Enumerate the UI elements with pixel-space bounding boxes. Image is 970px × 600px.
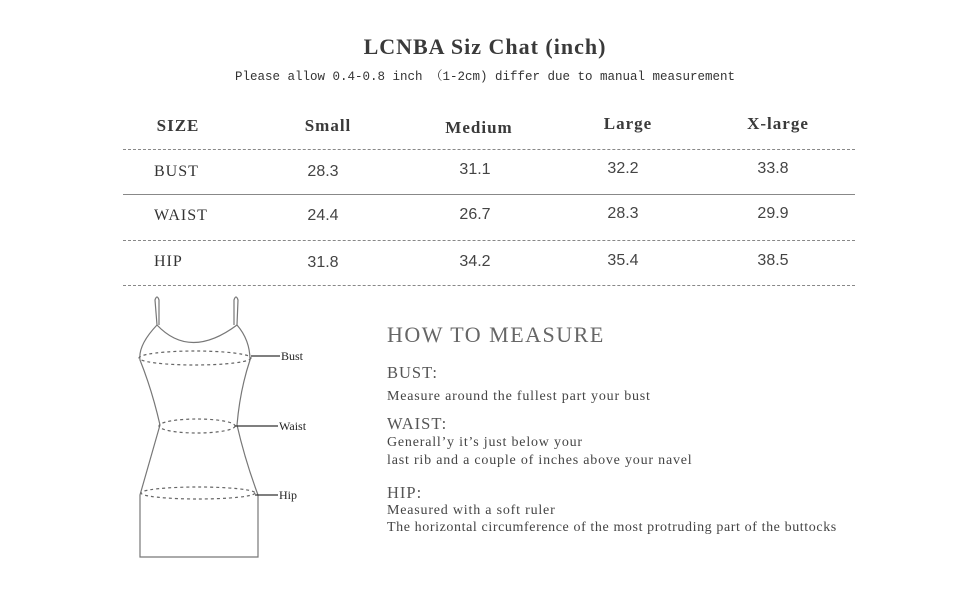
cell: 29.9: [757, 205, 789, 222]
cell: 33.8: [757, 160, 789, 177]
cell: 28.3: [607, 205, 639, 222]
header-xlarge: X-large: [747, 114, 809, 133]
row-label-bust: BUST: [154, 163, 199, 180]
section-text: The horizontal circumference of the most protruding part of the buttocks: [387, 520, 837, 535]
how-to-measure-heading: HOW TO MEASURE: [387, 322, 605, 347]
chart-subtitle: Please allow 0.4-0.8 inch （1-2cm) differ due to manual measurement: [234, 70, 736, 84]
section-title-bust: BUST:: [387, 363, 438, 382]
section-title-waist: WAIST:: [387, 414, 448, 433]
row-label-waist: WAIST: [154, 207, 208, 224]
cell: 24.4: [307, 207, 339, 224]
section-title-hip: HIP:: [387, 483, 423, 502]
chart-title: LCNBA Siz Chat (inch): [363, 34, 607, 59]
diagram-label-bust: Bust: [281, 349, 304, 363]
cell: 35.4: [607, 252, 639, 269]
cell: 32.2: [607, 160, 639, 177]
header-size: SIZE: [156, 116, 200, 135]
section-text: Measure around the fullest part your bust: [387, 389, 651, 404]
header-large: Large: [603, 114, 653, 133]
cell: 34.2: [459, 253, 491, 270]
section-text: last rib and a couple of inches above your navel: [387, 453, 693, 468]
cell: 28.3: [307, 163, 339, 180]
diagram-label-waist: Waist: [279, 419, 307, 433]
diagram-label-hip: Hip: [279, 488, 297, 502]
header-small: Small: [304, 116, 352, 135]
header-medium: Medium: [445, 118, 513, 137]
cell: 38.5: [757, 252, 789, 269]
row-label-hip: HIP: [154, 253, 183, 270]
section-text: Measured with a soft ruler: [387, 503, 556, 518]
cell: 31.8: [307, 254, 339, 271]
cell: 31.1: [459, 161, 491, 178]
cell: 26.7: [459, 206, 491, 223]
section-text: Generall’y it’s just below your: [387, 435, 583, 450]
